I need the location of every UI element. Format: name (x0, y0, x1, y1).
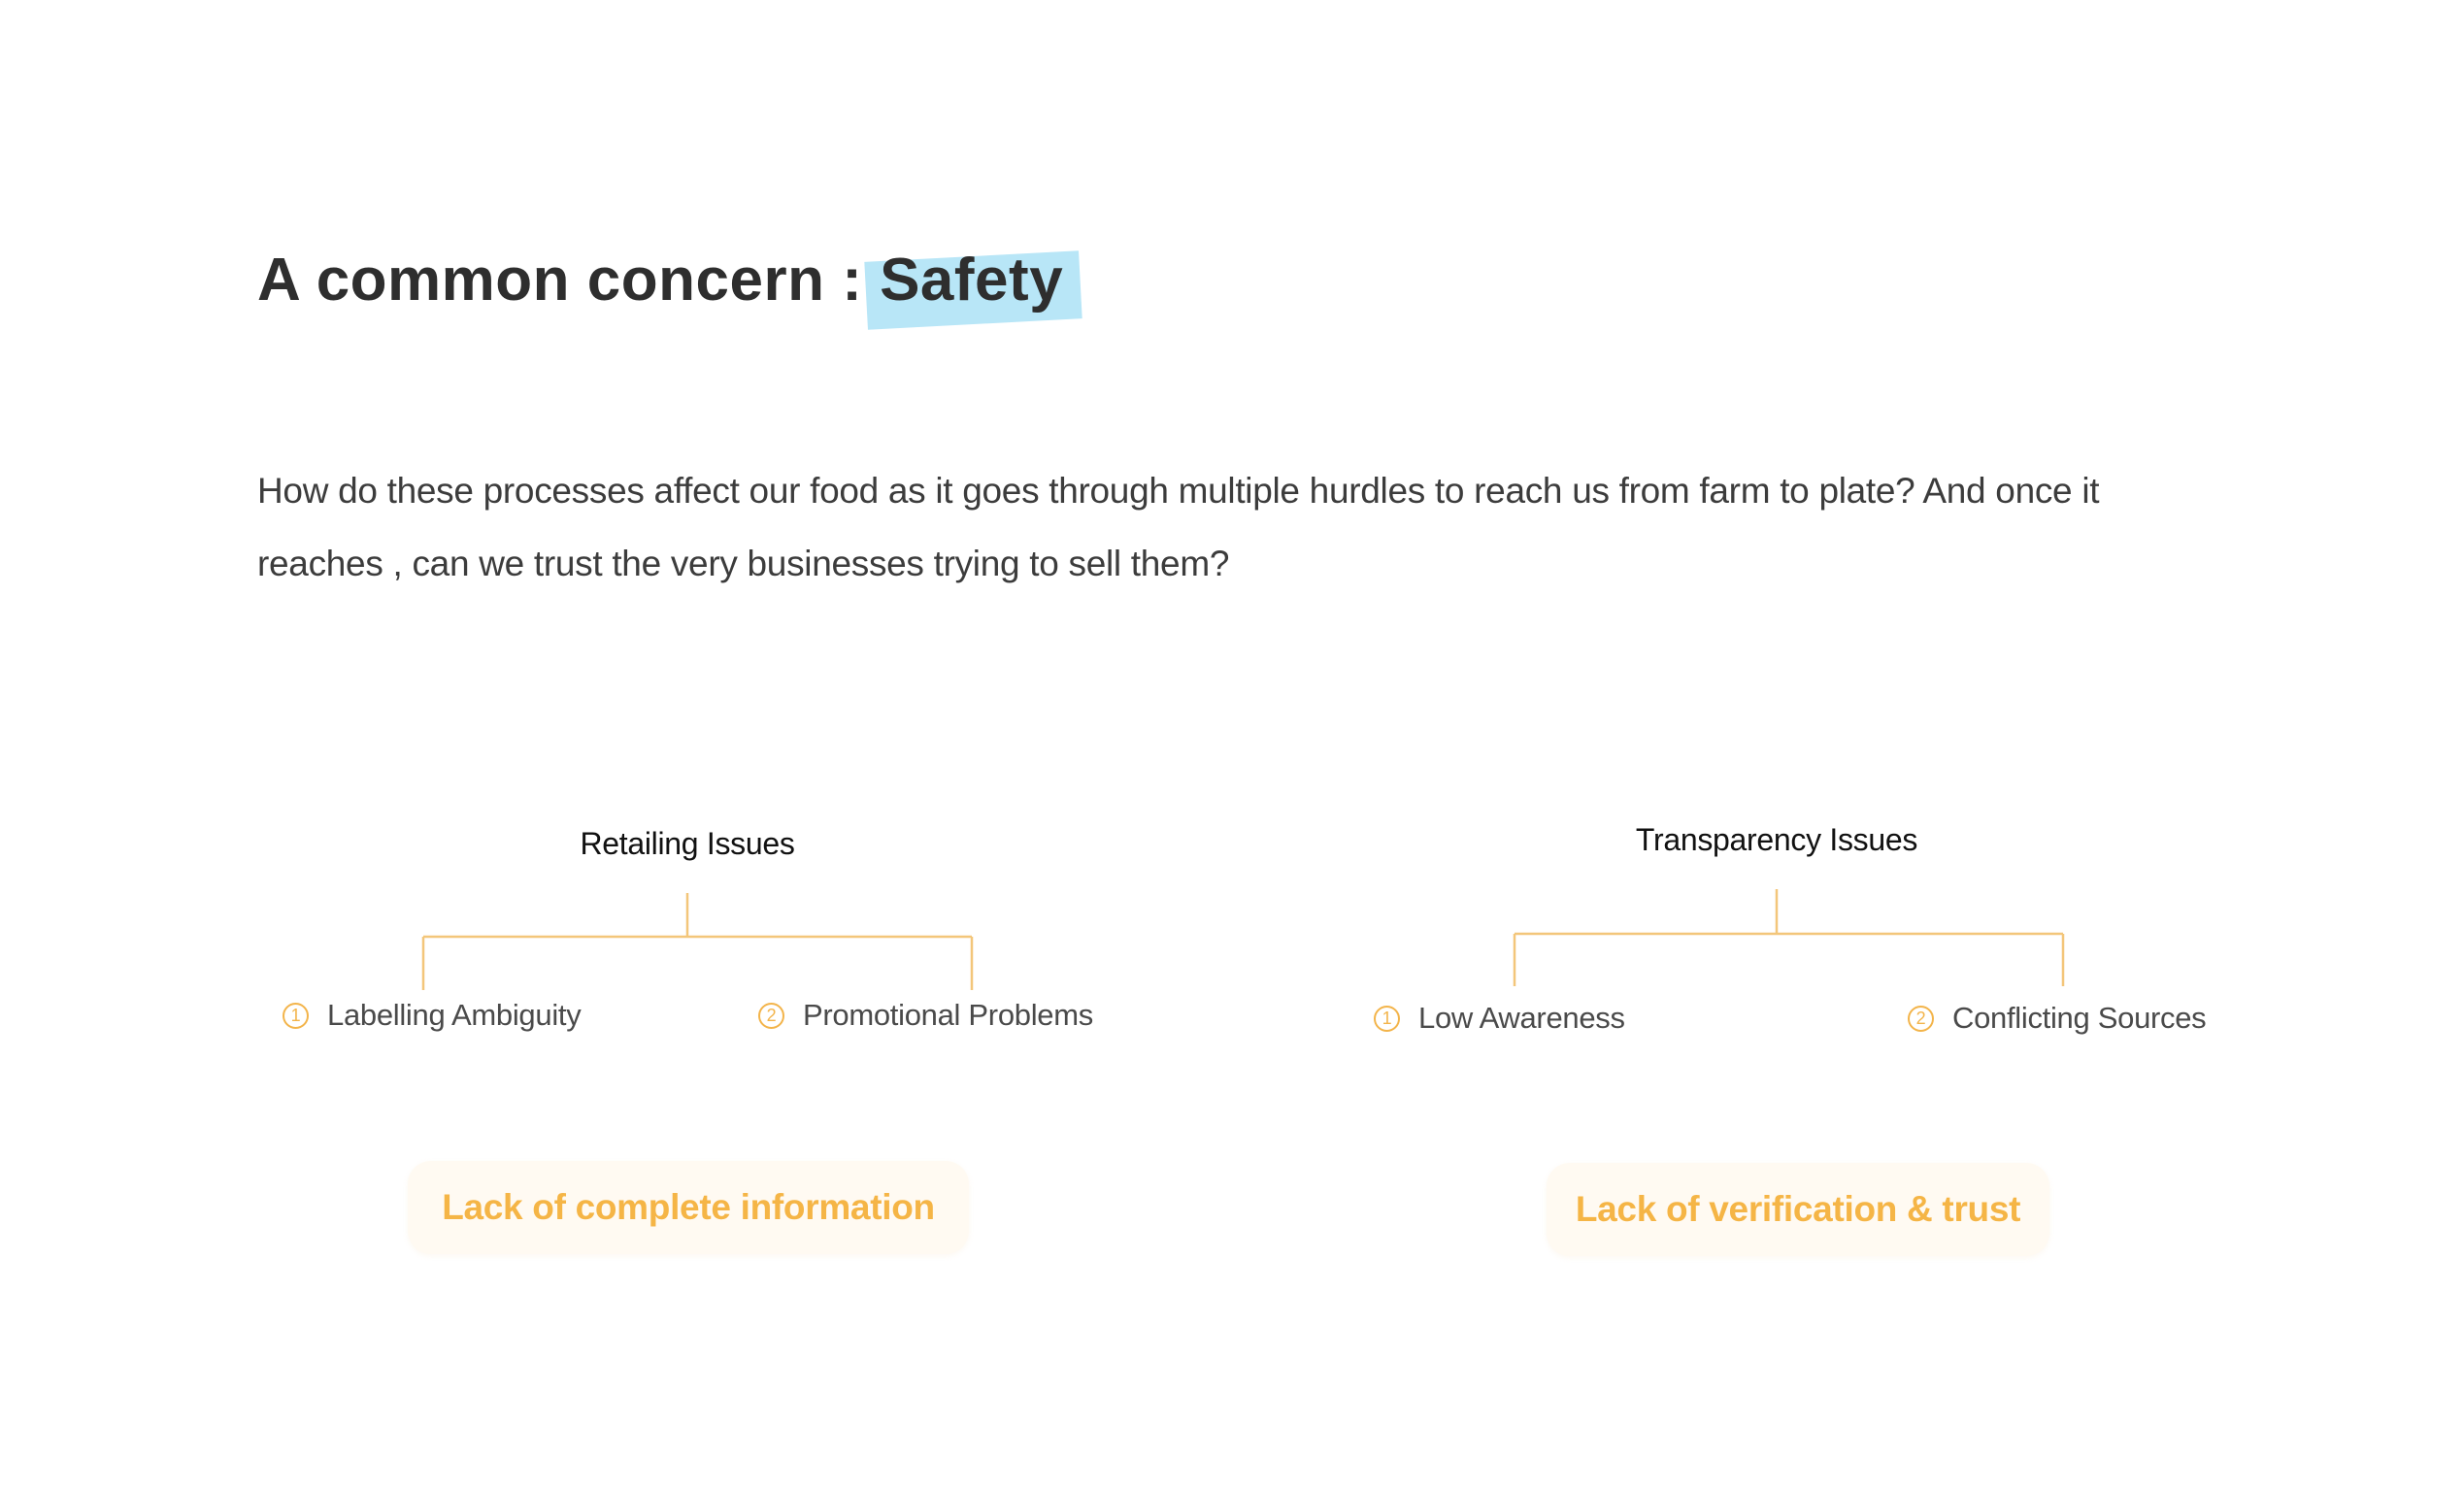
conclusion-lack-of-verification: Lack of verification & trust (1547, 1163, 2049, 1256)
item-label: Labelling Ambiguity (327, 998, 582, 1032)
transparency-connector (1515, 889, 2063, 986)
group-title-transparency: Transparency Issues (1635, 822, 1918, 857)
retailing-connector (423, 893, 972, 990)
number-1-icon: 1 (1374, 1006, 1400, 1032)
item-label: Promotional Problems (803, 998, 1093, 1032)
list-item-labelling-ambiguity (283, 998, 581, 1033)
number-2-icon: 2 (758, 1003, 784, 1029)
intro-line-1: How do these processes affect our food as it goes through multiple hurdles to reach us from farm to plate? And once it (257, 471, 2100, 511)
list-item-conflicting-sources (1908, 1001, 2206, 1036)
group-title-retailing: Retailing Issues (580, 826, 795, 861)
number-2-icon: 2 (1908, 1006, 1934, 1032)
item-label: Low Awareness (1418, 1001, 1625, 1035)
list-item-low-awareness (1374, 1001, 1625, 1036)
number-1-icon: 1 (283, 1003, 309, 1029)
title-highlight: Safety (880, 247, 1064, 314)
list-item-promotional-problems (758, 998, 1093, 1033)
item-label: Conflicting Sources (1952, 1001, 2207, 1035)
conclusion-lack-of-information: Lack of complete information (408, 1161, 969, 1254)
intro-line-2: reaches , can we trust the very businesses trying to sell them? (257, 544, 1230, 583)
title-prefix: A common concern : (257, 247, 881, 314)
